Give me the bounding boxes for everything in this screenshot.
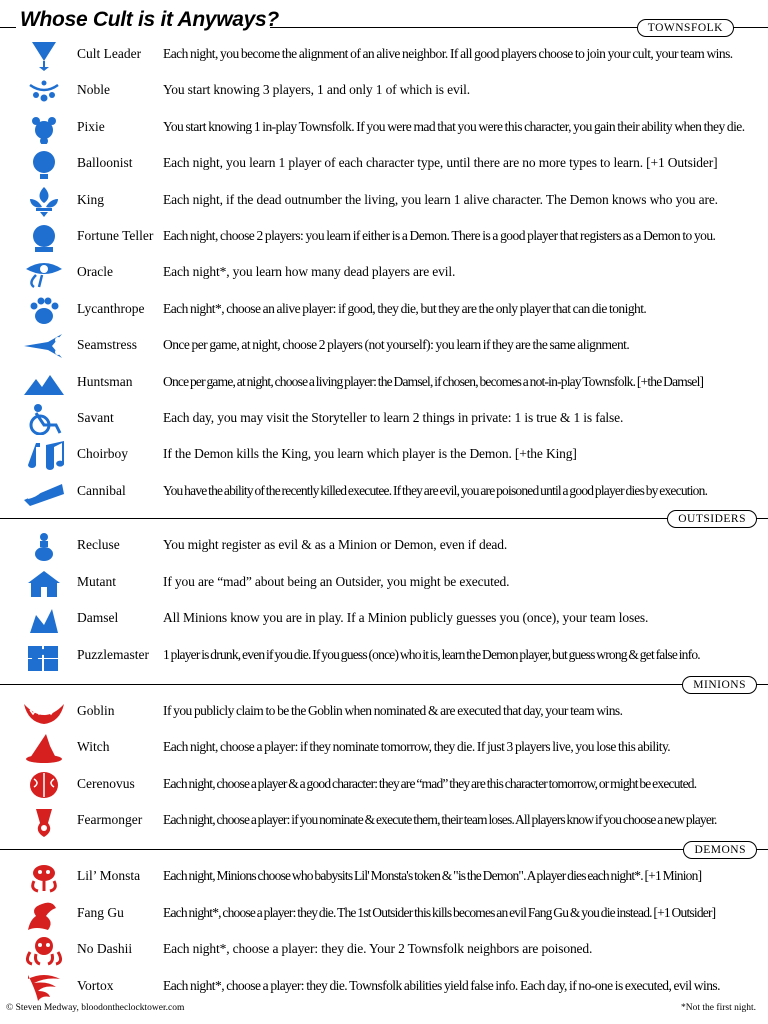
character-ability: Each night, choose a player: if they nominate tomorrow, they die. If just 3 players live, you lose this ability. xyxy=(163,739,671,755)
character-row xyxy=(0,695,768,729)
section-divider xyxy=(0,518,768,519)
character-row xyxy=(0,329,768,363)
character-row xyxy=(0,438,768,472)
character-row xyxy=(0,602,768,636)
section-label-minions: MINIONS xyxy=(682,676,757,694)
character-name: Witch xyxy=(77,739,110,755)
character-ability: If you publicly claim to be the Goblin when nominated & are executed that day, your team wins. xyxy=(163,703,623,718)
cult-leader-icon xyxy=(22,39,66,71)
character-ability: You have the ability of the recently killed executee. If they are evil, you are poisoned until a good player dies by execution. xyxy=(163,482,708,498)
character-row xyxy=(0,402,768,436)
character-name: Cannibal xyxy=(77,482,126,498)
seamstress-icon xyxy=(22,330,66,362)
character-name: Fang Gu xyxy=(77,904,124,920)
character-name: Lil’ Monsta xyxy=(77,868,141,883)
character-ability: You start knowing 1 in-play Townsfolk. If you were mad that you were this character, you gain their ability when they die. xyxy=(163,118,745,134)
fortune-teller-icon xyxy=(22,221,66,253)
damsel-icon xyxy=(22,603,66,635)
pixie-icon xyxy=(22,112,66,144)
character-row xyxy=(0,184,768,218)
character-row xyxy=(0,731,768,765)
title-rule xyxy=(0,27,16,28)
character-ability: Each night*, you learn how many dead players are evil. xyxy=(163,264,456,280)
witch-icon xyxy=(22,732,66,764)
section-label-townsfolk: TOWNSFOLK xyxy=(637,19,734,37)
character-ability: Each night, choose a player & a good character: they are “mad” they are this character tomorrow, or might be executed. xyxy=(163,775,697,791)
character-ability: You might register as evil & as a Minion or Demon, even if dead. xyxy=(163,537,508,552)
vortox-icon xyxy=(22,971,66,1003)
character-row xyxy=(0,933,768,967)
footer-credit: © Steven Medway, bloodontheclocktower.com xyxy=(6,1003,185,1013)
character-name: Pixie xyxy=(77,118,105,134)
oracle-icon xyxy=(22,257,66,289)
character-row xyxy=(0,860,768,894)
character-row xyxy=(0,475,768,509)
character-ability: Each night, you learn 1 player of each character type, until there are no more types to learn. [+1 Outsider] xyxy=(163,155,718,171)
cannibal-icon xyxy=(22,476,66,508)
character-row xyxy=(0,111,768,145)
character-row xyxy=(0,293,768,327)
character-ability: Each night, if the dead outnumber the living, you learn 1 alive character. The Demon knows who you are. xyxy=(163,191,718,207)
character-ability: Each night, choose a player: if you nominate & execute them, their team loses. All players know if you choose a new player. xyxy=(163,812,717,828)
fearmonger-icon xyxy=(22,805,66,837)
character-ability: Each night, Minions choose who babysits Lil' Monsta's token & "is the Demon". A player dies each night*. [+1 Minion] xyxy=(163,868,702,883)
character-row xyxy=(0,897,768,931)
character-name: Noble xyxy=(77,82,110,98)
character-row xyxy=(0,74,768,108)
character-row xyxy=(0,768,768,802)
character-name: Mutant xyxy=(77,573,116,589)
huntsman-icon xyxy=(22,367,66,399)
fang-gu-icon xyxy=(22,898,66,930)
character-ability: Each day, you may visit the Storyteller to learn 2 things in private: 1 is true & 1 is false. xyxy=(163,410,624,425)
character-name: Huntsman xyxy=(77,373,133,389)
character-row xyxy=(0,804,768,838)
choirboy-icon xyxy=(22,439,66,471)
section-divider xyxy=(0,684,768,685)
character-ability: Each night*, choose a player: they die. Townsfolk abilities yield false info. Each day, if no-one is executed, evil wins. xyxy=(163,977,720,993)
character-row xyxy=(0,566,768,600)
king-icon xyxy=(22,185,66,217)
balloonist-icon xyxy=(22,148,66,180)
character-name: Cult Leader xyxy=(77,46,142,61)
character-ability: Each night, you become the alignment of an alive neighbor. If all good players choose to join your cult, your team wins. xyxy=(163,46,733,61)
character-ability: You start knowing 3 players, 1 and only 1 of which is evil. xyxy=(163,82,471,98)
character-name: Balloonist xyxy=(77,155,133,171)
character-ability: Each night*, choose a player: they die. Your 2 Townsfolk neighbors are poisoned. xyxy=(163,941,593,957)
character-ability: Once per game, at night, choose a living player: the Damsel, if chosen, becomes a not-in-play Townsfolk. [+the Damsel] xyxy=(163,373,704,389)
puzzlemaster-icon xyxy=(22,640,66,672)
character-name: Puzzlemaster xyxy=(77,646,149,662)
no-dashii-icon xyxy=(22,934,66,966)
character-name: Seamstress xyxy=(77,337,137,353)
character-ability: Each night*, choose an alive player: if good, they die, but they are the only player that can die tonight. xyxy=(163,300,647,316)
lil-monsta-icon xyxy=(22,861,66,893)
character-name: Savant xyxy=(77,410,114,425)
section-label-outsiders: OUTSIDERS xyxy=(667,510,757,528)
character-row xyxy=(0,970,768,1004)
character-ability: If the Demon kills the King, you learn which player is the Demon. [+the King] xyxy=(163,446,577,462)
character-ability: 1 player is drunk, even if you die. If you guess (once) who it is, learn the Demon player, but guess wrong & get false info. xyxy=(163,646,700,662)
character-name: Fortune Teller xyxy=(77,228,154,243)
character-ability: Once per game, at night, choose 2 players (not yourself): you learn if they are the same alignment. xyxy=(163,337,630,353)
character-name: Damsel xyxy=(77,610,119,626)
character-name: Goblin xyxy=(77,703,115,718)
character-name: Vortox xyxy=(77,977,114,993)
character-row xyxy=(0,639,768,673)
character-row xyxy=(0,529,768,563)
lycanthrope-icon xyxy=(22,294,66,326)
page-title: Whose Cult is it Anyways? xyxy=(20,8,279,31)
character-row xyxy=(0,147,768,181)
savant-icon xyxy=(22,403,66,435)
cerenovus-icon xyxy=(22,769,66,801)
character-name: No Dashii xyxy=(77,941,133,957)
character-name: King xyxy=(77,191,104,207)
goblin-icon xyxy=(22,696,66,728)
character-name: Lycanthrope xyxy=(77,300,145,316)
recluse-icon xyxy=(22,530,66,562)
character-row xyxy=(0,220,768,254)
noble-icon xyxy=(22,75,66,107)
character-name: Oracle xyxy=(77,264,113,280)
character-row xyxy=(0,38,768,72)
character-row xyxy=(0,366,768,400)
character-name: Recluse xyxy=(77,537,120,552)
section-label-demons: DEMONS xyxy=(683,841,757,859)
character-ability: All Minions know you are in play. If a Minion publicly guesses you (once), your team loses. xyxy=(163,610,649,626)
character-name: Fearmonger xyxy=(77,812,143,828)
footer-note: *Not the first night. xyxy=(681,1003,756,1013)
character-row xyxy=(0,256,768,290)
character-ability: Each night, choose 2 players: you learn if either is a Demon. There is a good player that registers as a Demon to you. xyxy=(163,228,716,243)
character-name: Choirboy xyxy=(77,446,129,462)
character-name: Cerenovus xyxy=(77,775,135,791)
mutant-icon xyxy=(22,567,66,599)
character-ability: If you are “mad” about being an Outsider, you might be executed. xyxy=(163,573,510,589)
character-ability: Each night*, choose a player: they die. The 1st Outsider this kills becomes an evil Fang Gu & you die instead. [+1 Outsider] xyxy=(163,904,716,920)
section-divider xyxy=(0,849,768,850)
